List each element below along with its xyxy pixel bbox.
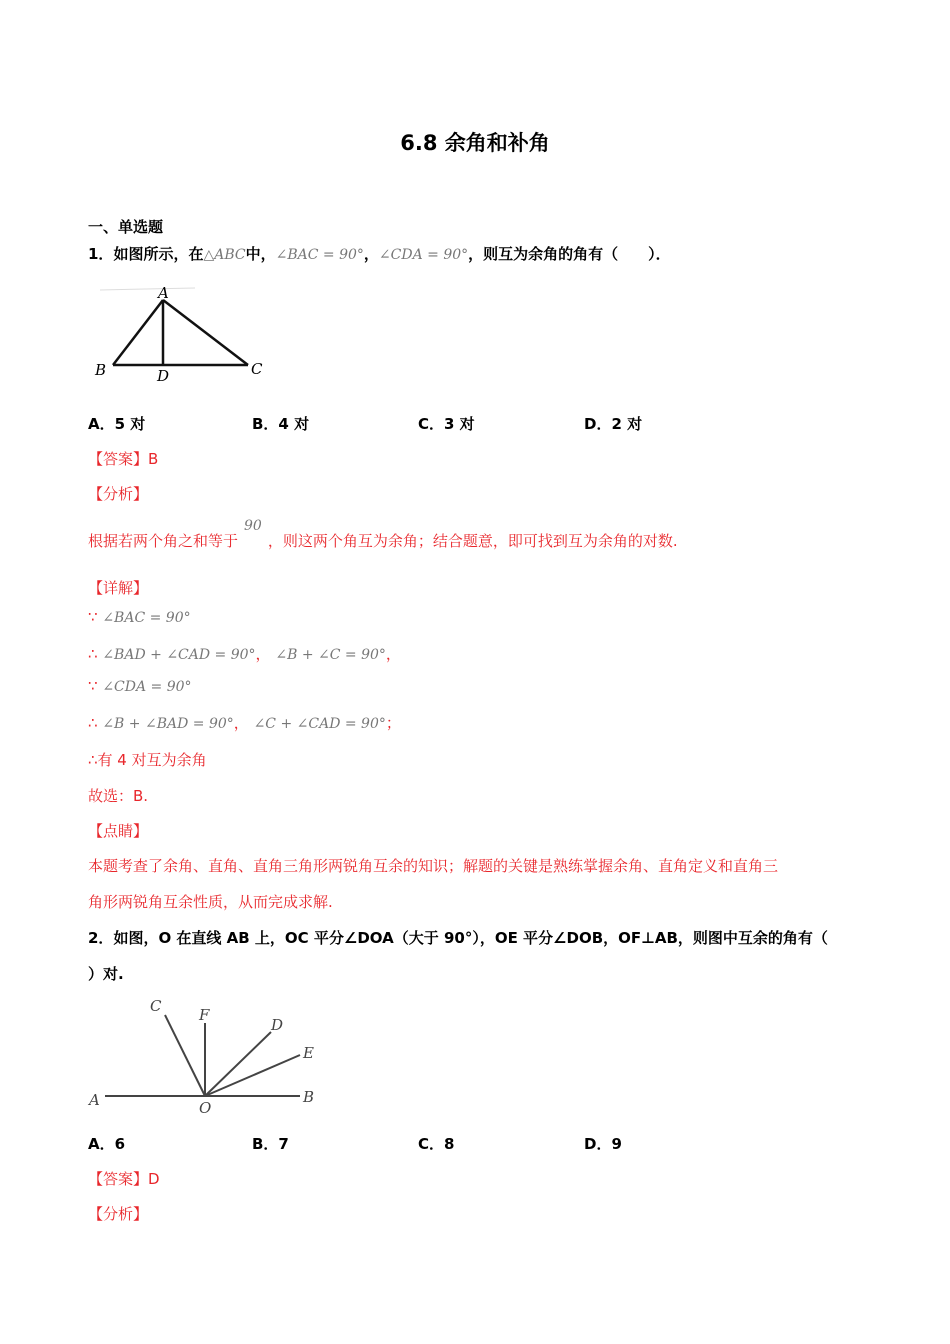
angles-figure xyxy=(85,992,330,1117)
detail-line-2: ∴ ∠BAD + ∠CAD = 90°， ∠B + ∠C = 90°， xyxy=(88,645,401,663)
analysis-tag: 【分析】 xyxy=(88,485,149,503)
answer-value: D xyxy=(148,1170,160,1188)
label-d: D xyxy=(157,367,170,385)
detail-line-1: ∵ ∠BAC = 90° xyxy=(88,608,191,626)
question-number: 1． xyxy=(88,245,114,263)
answer-line xyxy=(88,448,158,469)
option-b[interactable]: B．4 对 xyxy=(252,415,310,433)
detail-line-3: ∵ ∠CDA = 90° xyxy=(88,677,192,695)
label-d: D xyxy=(271,1016,284,1034)
answer-tag: 【答案】 xyxy=(88,1170,149,1188)
point-tag: 【点睛】 xyxy=(88,822,149,840)
label-c: C xyxy=(251,360,263,378)
detail-tag: 【详解】 xyxy=(88,579,149,597)
label-a: A xyxy=(158,284,169,302)
analysis-tag: 【分析】 xyxy=(88,1205,149,1223)
section-heading: 一、单选题 xyxy=(88,218,164,236)
option-b[interactable]: B．7 xyxy=(252,1135,289,1153)
detail-line-5: ∴有 4 对互为余角 xyxy=(88,751,207,769)
point-text-line-1: 本题考查了余角、直角、直角三角形两锐角互余的知识；解题的关键是熟练掌握余角、直角定义和直角三 xyxy=(88,857,779,875)
label-a: A xyxy=(89,1091,100,1109)
label-c: C xyxy=(150,997,162,1015)
answer-value: B xyxy=(148,450,159,468)
detail-line-6: 故选：B. xyxy=(88,787,149,805)
label-o: O xyxy=(199,1099,212,1117)
question-2-stem-line-2: ）对. xyxy=(88,965,124,983)
label-e: E xyxy=(303,1044,314,1062)
page-title: 6.8 余角和补角 xyxy=(400,131,550,155)
label-f: F xyxy=(199,1006,210,1024)
label-b: B xyxy=(303,1088,315,1106)
detail-line-4: ∴ ∠B + ∠BAD = 90°， ∠C + ∠CAD = 90°； xyxy=(88,714,401,732)
option-d[interactable]: D．2 对 xyxy=(584,415,643,433)
question-number: 2． xyxy=(88,929,114,947)
answer-line xyxy=(88,1168,160,1189)
point-text-line-2: 角形两锐角互余性质，从而完成求解. xyxy=(88,893,333,911)
answer-tag: 【答案】 xyxy=(88,450,149,468)
option-a[interactable]: A．6 xyxy=(88,1135,126,1153)
option-c[interactable]: C．3 对 xyxy=(418,415,475,433)
question-1-stem: 1．如图所示，在△ABC中，∠BAC = 90°，∠CDA = 90°，则互为余角的角有（ ）． xyxy=(88,245,671,263)
analysis-text: 根据若两个角之和等于90，则这两个角互为余角；结合题意，即可找到互为余角的对数. xyxy=(88,518,678,550)
triangle-figure xyxy=(85,280,285,385)
question-2-stem-line-1: 2．如图，O 在直线 AB 上，OC 平分∠DOA（大于 90°），OE 平分∠DOB，OF⊥AB，则图中互余的角有（ xyxy=(88,929,828,947)
option-a[interactable]: A．5 对 xyxy=(88,415,146,433)
option-c[interactable]: C．8 xyxy=(418,1135,455,1153)
option-d[interactable]: D．9 xyxy=(584,1135,622,1153)
label-b: B xyxy=(95,361,107,379)
